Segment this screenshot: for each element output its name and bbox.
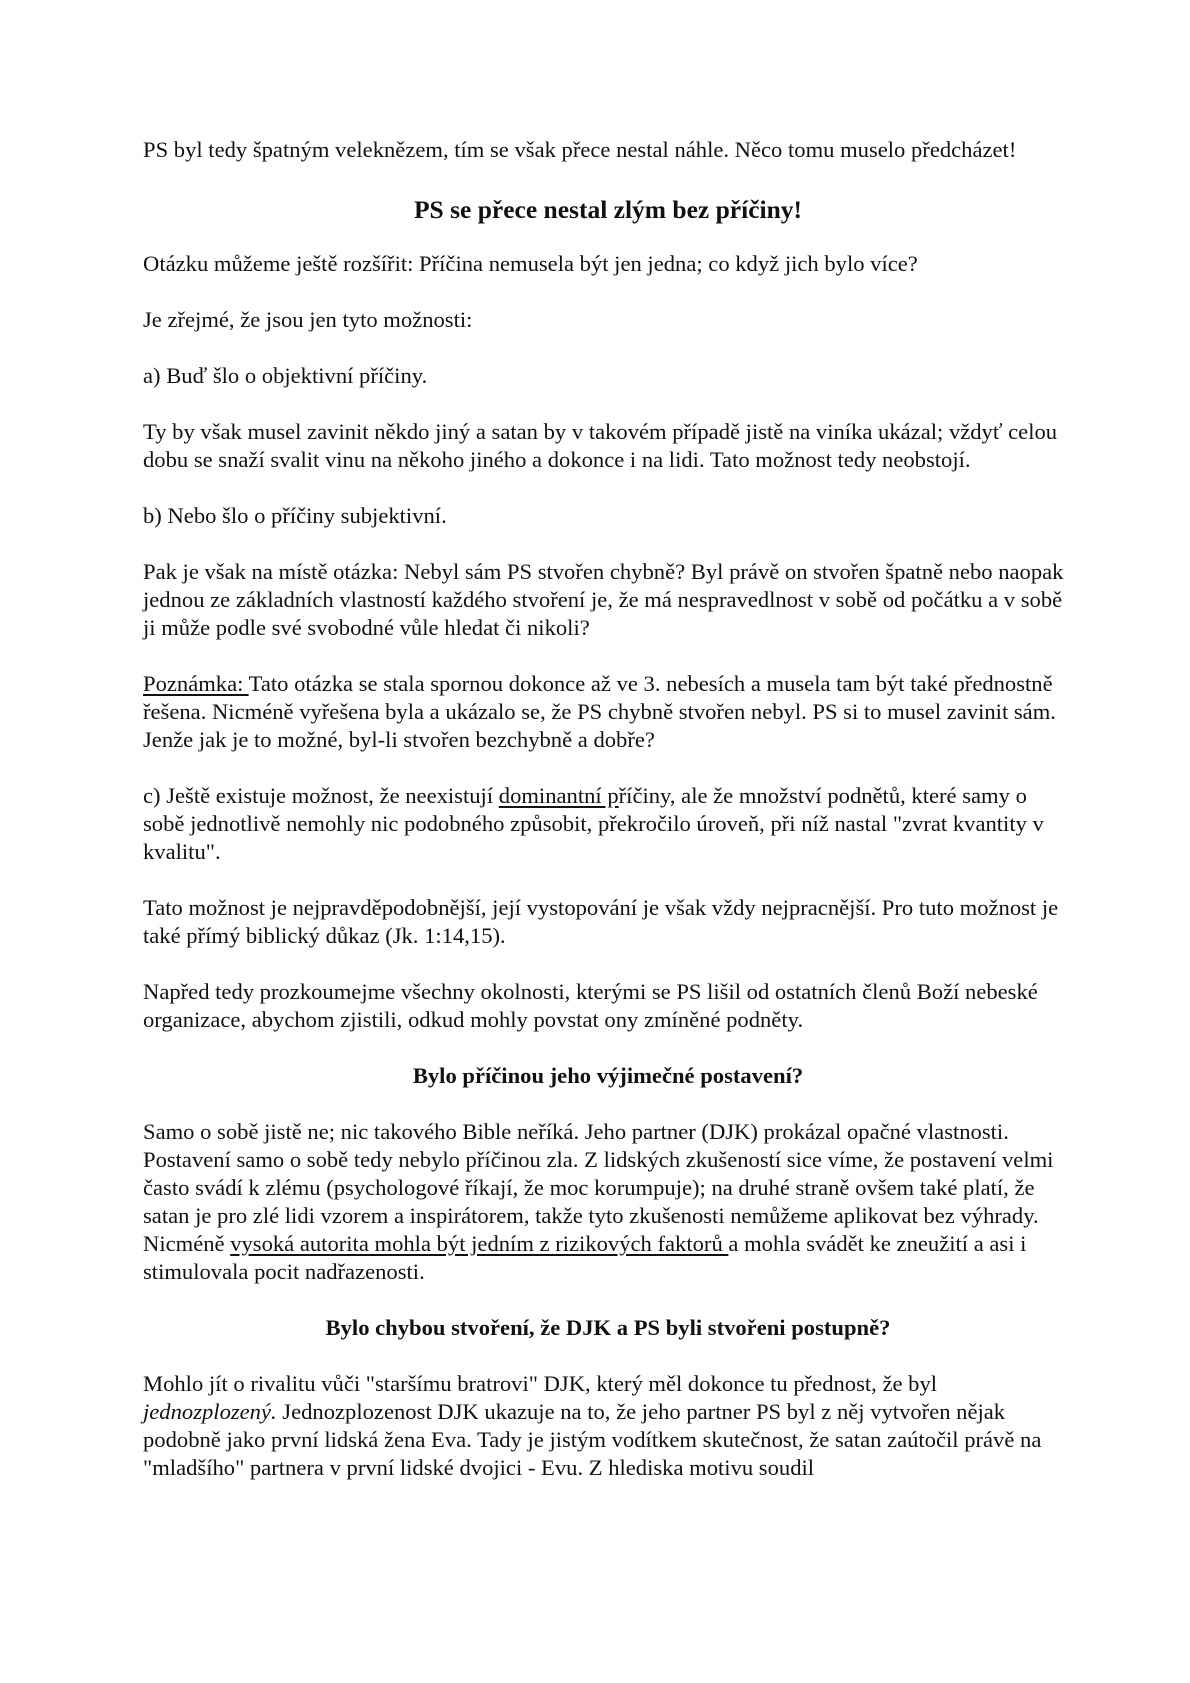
investigate-paragraph: Napřed tedy prozkoumejme všechny okolnosti, kterými se PS lišil od ostatních členů Boží nebeské organizace, abychom zjistili, odkud mohly povstat ony zmíněné podněty. [143, 979, 1038, 1032]
last-italic: jednozplozený. [143, 1399, 277, 1424]
question-paragraph: Otázku můžeme ještě rozšířit: Příčina nemusela být jen jedna; co když jich bylo více? [143, 251, 918, 276]
last-text-end: Jednozplozenost DJK ukazuje na to, že jeho partner PS byl z něj vytvořen nějak podobně jako první lidská žena Eva. Tady je jistým vodítkem skutečnost, že satan zaútočil právě na "mladšího" partnera v první lidské dvojici - Evu. Z hlediska motivu soudil [143, 1399, 1042, 1480]
last-paragraph [143, 1370, 1073, 1482]
option-c-detail: Tato možnost je nejpravděpodobnější, její vystopování je však vždy nejpracnější. Pro tuto možnost je také přímý biblický důkaz (Jk. 1:14,15). [143, 895, 1059, 948]
position-text-end: a mohla svádět ke zneužití a asi i stimulovala pocit nadřazenosti. [143, 1231, 1027, 1284]
option-b-detail: Pak je však na místě otázka: Nebyl sám PS stvořen chybně? Byl právě on stvořen špatně nebo naopak jednou ze základních vlastností každého stvoření je, že má nespravedlnost v sobě od počátku a v sobě ji může podle své svobodné vůle hledat či nikoli? [143, 559, 1064, 640]
note-text: Tato otázka se stala spornou dokonce až ve 3. nebesích a musela tam být také přednostně řešena. Nicméně vyřešena byla a ukázalo se, že PS chybně stvořen nebyl. PS si to musel zavinit sám. Jenže jak je to možné, byl-li stvořen bezchybně a dobře? [143, 671, 1056, 752]
position-underlined: vysoká autorita mohla být jedním z rizikových faktorů [230, 1231, 729, 1256]
option-a: a) Buď šlo o objektivní příčiny. [143, 363, 428, 388]
document-page [143, 136, 1073, 1510]
position-text-start: Samo o sobě jistě ne; nic takového Bible neříká. Jeho partner (DJK) prokázal opačné vlastnosti. Postavení samo o sobě tedy nebylo příčinou zla. Z lidských zkušeností sice víme, že postavení velmi často svádí k zlému (psychologové říkají, že moc korumpuje); na druhé straně ovšem také platí, že satan je pro zlé lidi vzorem a inspirátorem, takže tyto zkušenosti nemůžeme aplikovat bez výhrady. Nicméně [143, 1119, 1054, 1256]
note-paragraph [143, 670, 1073, 754]
option-c-text-end: říčiny, ale že množství podnětů, které samy o sobě jednotlivě nemohly nic podobného způsobit, překročilo úroveň, při níž nastal "zvrat kvantity v kvalitu". [143, 783, 1044, 864]
creation-heading: Bylo chybou stvoření, že DJK a PS byli stvořeni postupně? [325, 1315, 891, 1340]
option-a-detail: Ty by však musel zavinit někdo jiný a satan by v takovém případě jistě na viníka ukázal; vždyť celou dobu se snaží svalit vinu na někoho jiného a dokonce i na lidi. Tato možnost tedy neobstojí. [143, 419, 1058, 472]
note-label: Poznámka: [143, 671, 249, 696]
last-text-start: Mohlo jít o rivalitu vůči "staršímu bratrovi" DJK, který měl dokonce tu přednost, že byl [143, 1371, 938, 1396]
main-heading: PS se přece nestal zlým bez příčiny! [413, 195, 803, 224]
option-c [143, 782, 1073, 866]
option-c-text-start: c) Ještě existuje možnost, že neexistují [143, 783, 499, 808]
options-paragraph: Je zřejmé, že jsou jen tyto možnosti: [143, 307, 473, 332]
option-c-underlined: dominantní p [498, 783, 619, 808]
position-paragraph [143, 1118, 1073, 1286]
position-heading: Bylo příčinou jeho výjimečné postavení? [412, 1063, 804, 1088]
intro-paragraph: PS byl tedy špatným veleknězem, tím se však přece nestal náhle. Něco tomu muselo předcházet! [143, 137, 1017, 162]
option-b: b) Nebo šlo o příčiny subjektivní. [143, 503, 447, 528]
